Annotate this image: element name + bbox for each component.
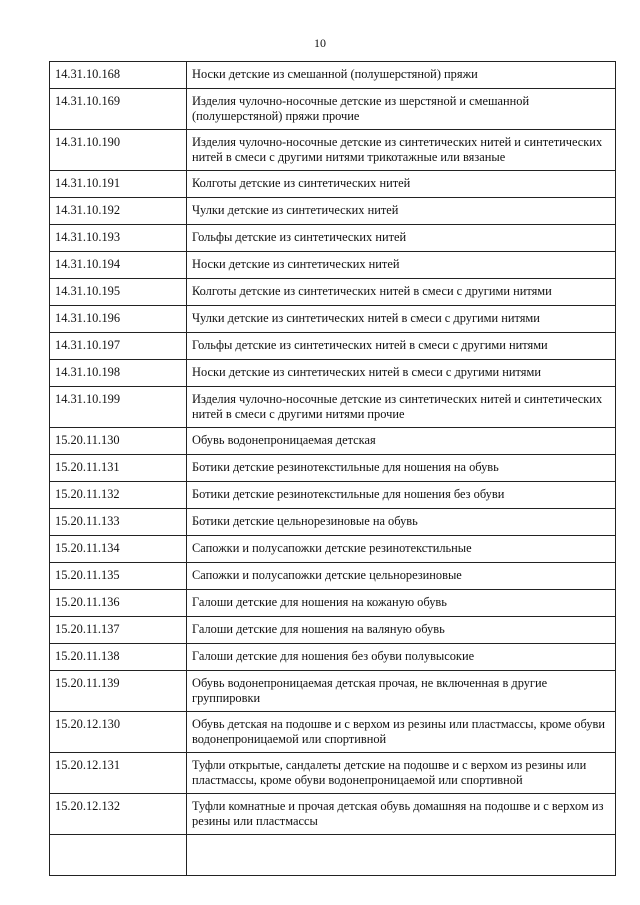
code-cell: 15.20.12.131 — [50, 753, 187, 794]
description-cell: Чулки детские из синтетических нитей — [187, 198, 616, 225]
table-row — [50, 279, 616, 306]
code-cell: 15.20.11.131 — [50, 455, 187, 482]
description-cell: Носки детские из синтетических нитей — [187, 252, 616, 279]
code-cell: 14.31.10.199 — [50, 387, 187, 428]
code-cell: 14.31.10.196 — [50, 306, 187, 333]
table-row — [50, 712, 616, 753]
code-cell: 15.20.11.132 — [50, 482, 187, 509]
description-cell: Галоши детские для ношения на валяную обувь — [187, 617, 616, 644]
description-cell: Сапожки и полусапожки детские резинотекстильные — [187, 536, 616, 563]
description-cell: Колготы детские из синтетических нитей — [187, 171, 616, 198]
code-cell — [50, 835, 187, 876]
table-row — [50, 536, 616, 563]
description-cell: Колготы детские из синтетических нитей в смеси с другими нитями — [187, 279, 616, 306]
table-row — [50, 333, 616, 360]
table-row — [50, 590, 616, 617]
table-row — [50, 753, 616, 794]
code-cell: 14.31.10.190 — [50, 130, 187, 171]
table-row — [50, 360, 616, 387]
description-cell: Гольфы детские из синтетических нитей в смеси с другими нитями — [187, 333, 616, 360]
description-cell: Галоши детские для ношения на кожаную обувь — [187, 590, 616, 617]
description-cell: Туфли комнатные и прочая детская обувь домашняя на подошве и с верхом из резины или пластмассы — [187, 794, 616, 835]
description-cell — [187, 835, 616, 876]
table-row — [50, 225, 616, 252]
table-row — [50, 428, 616, 455]
table-row — [50, 644, 616, 671]
table-row — [50, 482, 616, 509]
page-number: 10 — [314, 36, 326, 50]
table-row — [50, 617, 616, 644]
code-cell: 15.20.11.137 — [50, 617, 187, 644]
table-row-empty — [50, 835, 616, 876]
table-row — [50, 252, 616, 279]
description-cell: Обувь водонепроницаемая детская прочая, не включенная в другие группировки — [187, 671, 616, 712]
table-row — [50, 130, 616, 171]
description-cell: Сапожки и полусапожки детские цельнорезиновые — [187, 563, 616, 590]
description-cell: Туфли открытые, сандалеты детские на подошве и с верхом из резины или пластмассы, кроме обуви водонепроницаемой или спортивной — [187, 753, 616, 794]
code-cell: 15.20.11.130 — [50, 428, 187, 455]
description-cell: Носки детские из синтетических нитей в смеси с другими нитями — [187, 360, 616, 387]
code-cell: 14.31.10.193 — [50, 225, 187, 252]
code-cell: 15.20.11.133 — [50, 509, 187, 536]
description-cell: Гольфы детские из синтетических нитей — [187, 225, 616, 252]
description-cell: Ботики детские резинотекстильные для ношения на обувь — [187, 455, 616, 482]
code-cell: 15.20.11.139 — [50, 671, 187, 712]
description-cell: Ботики детские цельнорезиновые на обувь — [187, 509, 616, 536]
code-cell: 15.20.11.136 — [50, 590, 187, 617]
code-cell: 14.31.10.168 — [50, 62, 187, 89]
code-cell: 14.31.10.192 — [50, 198, 187, 225]
description-cell: Носки детские из смешанной (полушерстяной) пряжи — [187, 62, 616, 89]
table-row — [50, 171, 616, 198]
table-row — [50, 455, 616, 482]
description-cell: Чулки детские из синтетических нитей в смеси с другими нитями — [187, 306, 616, 333]
table-row — [50, 794, 616, 835]
code-cell: 14.31.10.197 — [50, 333, 187, 360]
description-cell: Ботики детские резинотекстильные для ношения без обуви — [187, 482, 616, 509]
code-cell: 15.20.11.135 — [50, 563, 187, 590]
code-cell: 15.20.12.130 — [50, 712, 187, 753]
code-cell: 15.20.12.132 — [50, 794, 187, 835]
classification-table — [49, 61, 616, 876]
table-row — [50, 306, 616, 333]
table-row — [50, 198, 616, 225]
description-cell: Обувь водонепроницаемая детская — [187, 428, 616, 455]
code-cell: 14.31.10.191 — [50, 171, 187, 198]
table-row — [50, 387, 616, 428]
table-row — [50, 509, 616, 536]
code-cell: 14.31.10.169 — [50, 89, 187, 130]
code-cell: 15.20.11.134 — [50, 536, 187, 563]
description-cell: Изделия чулочно-носочные детские из шерстяной и смешанной (полушерстяной) пряжи прочие — [187, 89, 616, 130]
code-cell: 14.31.10.195 — [50, 279, 187, 306]
description-cell: Обувь детская на подошве и с верхом из резины или пластмассы, кроме обуви водонепроницаемой или спортивной — [187, 712, 616, 753]
table-row — [50, 671, 616, 712]
description-cell: Изделия чулочно-носочные детские из синтетических нитей и синтетических нитей в смеси с другими нитями прочие — [187, 387, 616, 428]
code-cell: 14.31.10.194 — [50, 252, 187, 279]
table-row — [50, 62, 616, 89]
table-row — [50, 563, 616, 590]
table-row — [50, 89, 616, 130]
description-cell: Галоши детские для ношения без обуви полувысокие — [187, 644, 616, 671]
code-cell: 15.20.11.138 — [50, 644, 187, 671]
code-cell: 14.31.10.198 — [50, 360, 187, 387]
description-cell: Изделия чулочно-носочные детские из синтетических нитей и синтетических нитей в смеси с другими нитями трикотажные или вязаные — [187, 130, 616, 171]
